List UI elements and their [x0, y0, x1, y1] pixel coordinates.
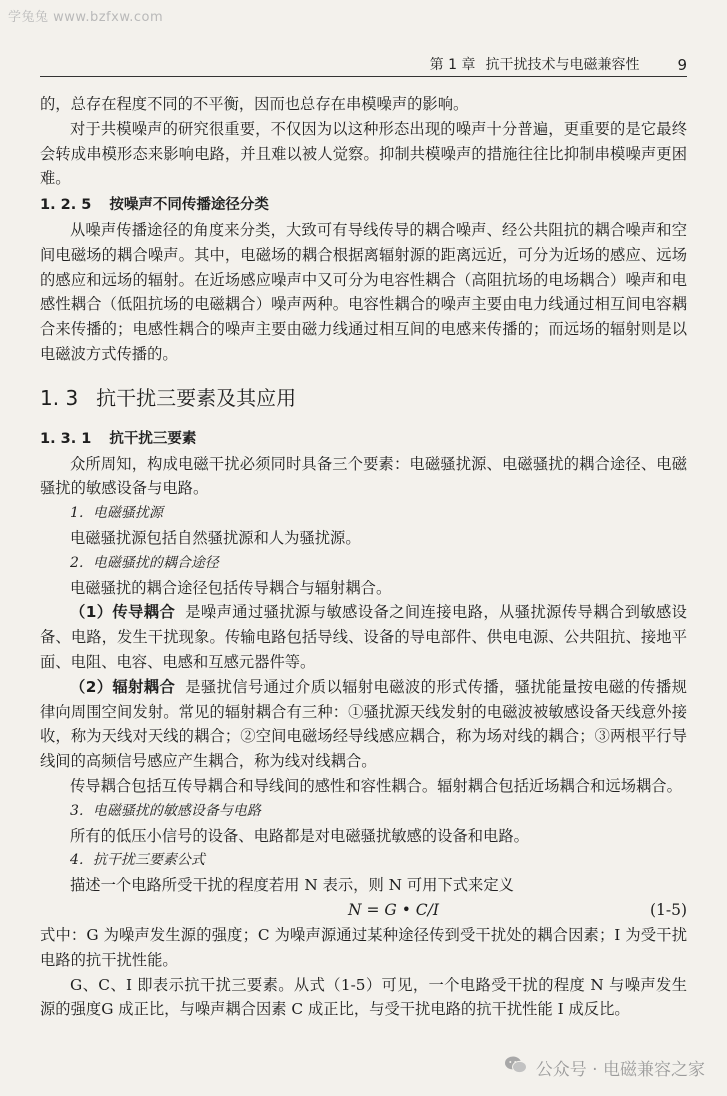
list-heading: 1．电磁骚扰源: [70, 505, 163, 522]
chapter-number: 第 1 章: [429, 57, 476, 73]
page-body: [40, 92, 687, 1022]
paragraph: 众所周知，构成电磁干扰必须同时具备三个要素：电磁骚扰源、电磁骚扰的耦合途径、电磁骚扰的敏感设备与电路。: [40, 454, 687, 498]
term-label: （1）传导耦合: [70, 603, 176, 622]
running-header: [40, 52, 687, 74]
list-heading: 2．电磁骚扰的耦合途径: [70, 554, 219, 571]
paragraph: 传导耦合包括互传导耦合和导线间的感性和容性耦合。辐射耦合包括近场耦合和远场耦合。: [70, 776, 682, 795]
paragraph-radiation-coupling: [40, 675, 687, 774]
chapter-title: 抗干扰技术与电磁兼容性: [485, 57, 640, 73]
section-title: 按噪声不同传播途径分类: [109, 197, 269, 214]
paragraph: 描述一个电路所受干扰的程度若用 N 表示，则 N 可用下式来定义: [70, 876, 514, 895]
paragraph: 的，总存在程度不同的不平衡，因而也总存在串模噪声的影响。: [40, 95, 469, 113]
section-title: 抗干扰三要素: [109, 430, 197, 447]
section-number: 1. 2. 5: [40, 197, 92, 214]
paragraph: 电磁骚扰源包括自然骚扰源和人为骚扰源。: [70, 528, 361, 547]
paragraph: 式中：G 为噪声发生源的强度；C 为噪声源通过某种途径传到受干扰处的耦合因素；I 为受干扰电路的抗干扰性能。: [40, 925, 687, 969]
section-title: 抗干扰三要素及其应用: [96, 385, 297, 410]
section-heading-1-3: [40, 383, 687, 413]
header-rule: [40, 76, 687, 77]
equation-1-5: [100, 898, 687, 923]
paragraph: G、C、I 即表示抗干扰三要素。从式（1-5）可见，一个电路受干扰的程度 N 与噪声发生源的强度G 成正比，与噪声耦合因素 C 成正比，与受干扰电路的抗干扰性能 I 成反比。: [40, 975, 687, 1019]
equation-tag: (1-5): [649, 900, 687, 919]
page-number: 9: [677, 56, 687, 74]
wechat-watermark: [504, 1055, 705, 1080]
paragraph-conduction-coupling: [40, 600, 687, 674]
term-label: （2）辐射耦合: [70, 677, 176, 696]
term-text: 是骚扰信号通过介质以辐射电磁波的形式传播，骚扰能量按电磁的传播规律向周围空间发射。常见的辐射耦合有三种：①骚扰源天线发射的电磁波被敏感设备天线意外接收，称为天线对天线的耦合；②空间电磁场经导线感应耦合，称为场对线的耦合；③两根平行导线间的高频信号感应产生耦合，称为线对线耦合。: [40, 677, 687, 771]
site-watermark: 学兔兔 www.bzfxw.com: [8, 10, 164, 25]
term-text: 是噪声通过骚扰源与敏感设备之间连接电路，从骚扰源传导耦合到敏感设备、电路，发生干扰现象。传输电路包括导线、设备的导电部件、供电电源、公共阻抗、接地平面、电阻、电容、电感和互感元器件等。: [40, 603, 687, 671]
section-number: 1. 3: [40, 385, 79, 410]
paragraph: 对于共模噪声的研究很重要，不仅因为以这种形态出现的噪声十分普遍，更重要的是它最终会转成串模形态来影响电路，并且难以被人觉察。抑制共模噪声的措施往往比抑制串模噪声更困难。: [40, 119, 687, 188]
list-heading: 3．电磁骚扰的敏感设备与电路: [70, 802, 261, 819]
section-number: 1. 3. 1: [40, 430, 92, 447]
paragraph: 所有的低压小信号的设备、电路都是对电磁骚扰敏感的设备和电路。: [70, 826, 529, 845]
paragraph: 从噪声传播途径的角度来分类，大致可有导线传导的耦合噪声、经公共阻抗的耦合噪声和空间电磁场的耦合噪声。其中，电磁场的耦合根据离辐射源的距离远近，可分为近场的感应、远场的感应和远场的辐射。在近场感应噪声中又可分为电容性耦合（高阻抗场的电场耦合）噪声和电感性耦合（低阻抗场的电磁耦合）噪声两种。电容性耦合的噪声主要由电力线通过相互间电容耦合来传播的；电感性耦合的噪声主要由磁力线通过相互间的电感来传播的；而远场的辐射则是以电磁波方式传播的。: [40, 220, 687, 363]
paragraph: 电磁骚扰的耦合途径包括传导耦合与辐射耦合。: [70, 578, 392, 597]
wechat-icon: [504, 1055, 528, 1080]
list-heading: 4．抗干扰三要素公式: [70, 852, 205, 869]
section-heading-1-3-1: [40, 427, 687, 452]
watermark-text: 公众号 · 电磁兼容之家: [535, 1060, 705, 1080]
section-heading-1-2-5: [40, 193, 687, 218]
equation-expression: N = G • C/I: [348, 900, 439, 919]
